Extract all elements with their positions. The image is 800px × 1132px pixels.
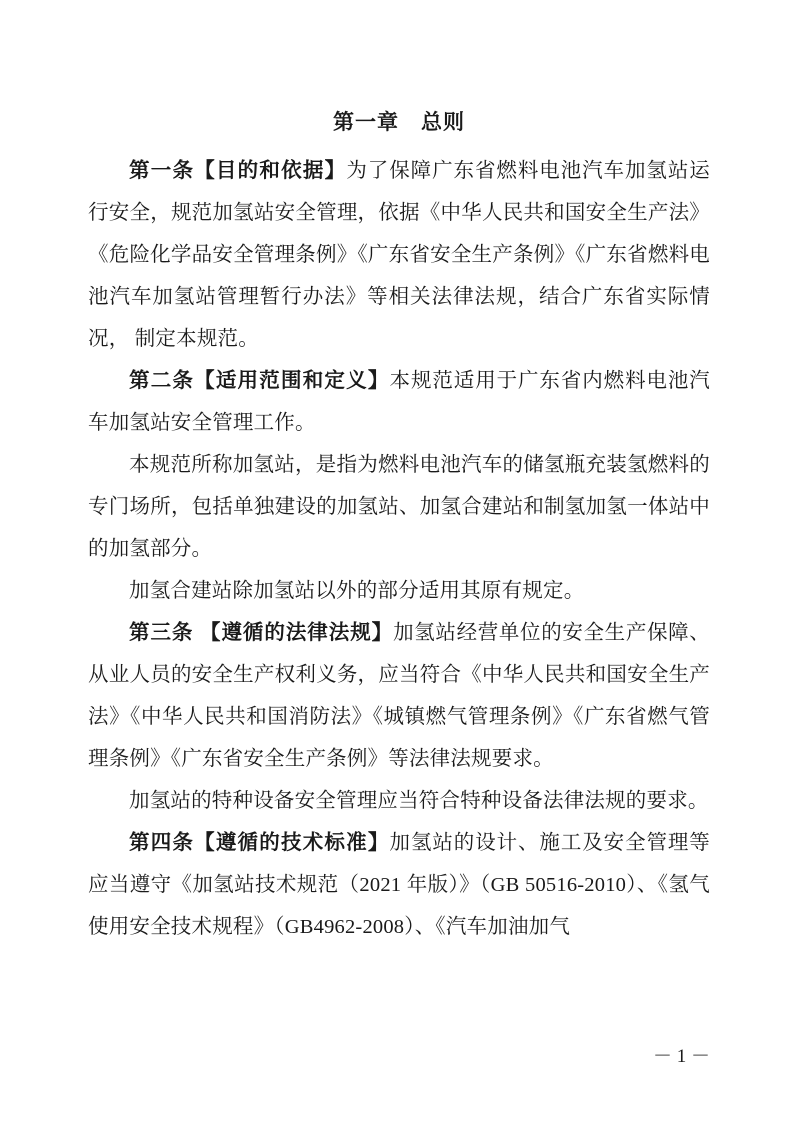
article-body-2-scope: 加氢合建站除加氢站以外的部分适用其原有规定。 [129, 580, 585, 602]
article-lead-4: 第四条【遵循的技术标准】 [129, 831, 390, 854]
paragraph-article-1 [88, 150, 710, 360]
page-number: － 1 － [652, 1046, 710, 1067]
article-lead-3: 第三条 【遵循的法律法规】 [129, 621, 394, 644]
article-body-2-definition: 本规范所称加氢站，是指为燃料电池汽车的储氢瓶充装氢燃料的专门场所，包括单独建设的加氢站、加氢合建站和制氢加氢一体站中的加氢部分。 [88, 454, 710, 560]
paragraph-article-4 [88, 822, 710, 948]
article-body-2: 本规范适用于广东省内燃料电池汽车加氢站安全管理工作。 [88, 370, 711, 434]
article-body-4: 加氢站的设计、施工及安全管理等应当遵守《加氢站技术规范（2021 年版）》（GB 50516-2010）、《氢气使用安全技术规程》（GB4962-2008）、《汽车加油加气 [88, 832, 711, 938]
paragraph-article-3 [88, 612, 710, 780]
paragraph-article-2-definition [88, 444, 710, 570]
chapter-title: 第一章 总则 [333, 111, 465, 134]
paragraph-article-3-equipment [88, 780, 710, 822]
paragraph-article-2 [88, 360, 710, 444]
article-body-3: 加氢站经营单位的安全生产保障、从业人员的安全生产权利义务，应当符合《中华人民共和国安全生产法》《中华人民共和国消防法》《城镇燃气管理条例》《广东省燃气管理条例》《广东省安全生产条例》等法律法规要求。 [88, 622, 711, 770]
article-lead-2: 第二条【适用范围和定义】 [129, 369, 390, 392]
paragraph-article-2-scope [88, 570, 710, 612]
article-body-3-equipment: 加氢站的特种设备安全管理应当符合特种设备法律法规的要求。 [129, 790, 709, 812]
article-body-1: 为了保障广东省燃料电池汽车加氢站运行安全，规范加氢站安全管理，依据《中华人民共和国安全生产法》《危险化学品安全管理条例》《广东省安全生产条例》《广东省燃料电池汽车加氢站管理暂行办法》等相关法律法规，结合广东省实际情况， 制定本规范。 [88, 160, 710, 350]
article-lead-1: 第一条【目的和依据】 [129, 159, 347, 182]
